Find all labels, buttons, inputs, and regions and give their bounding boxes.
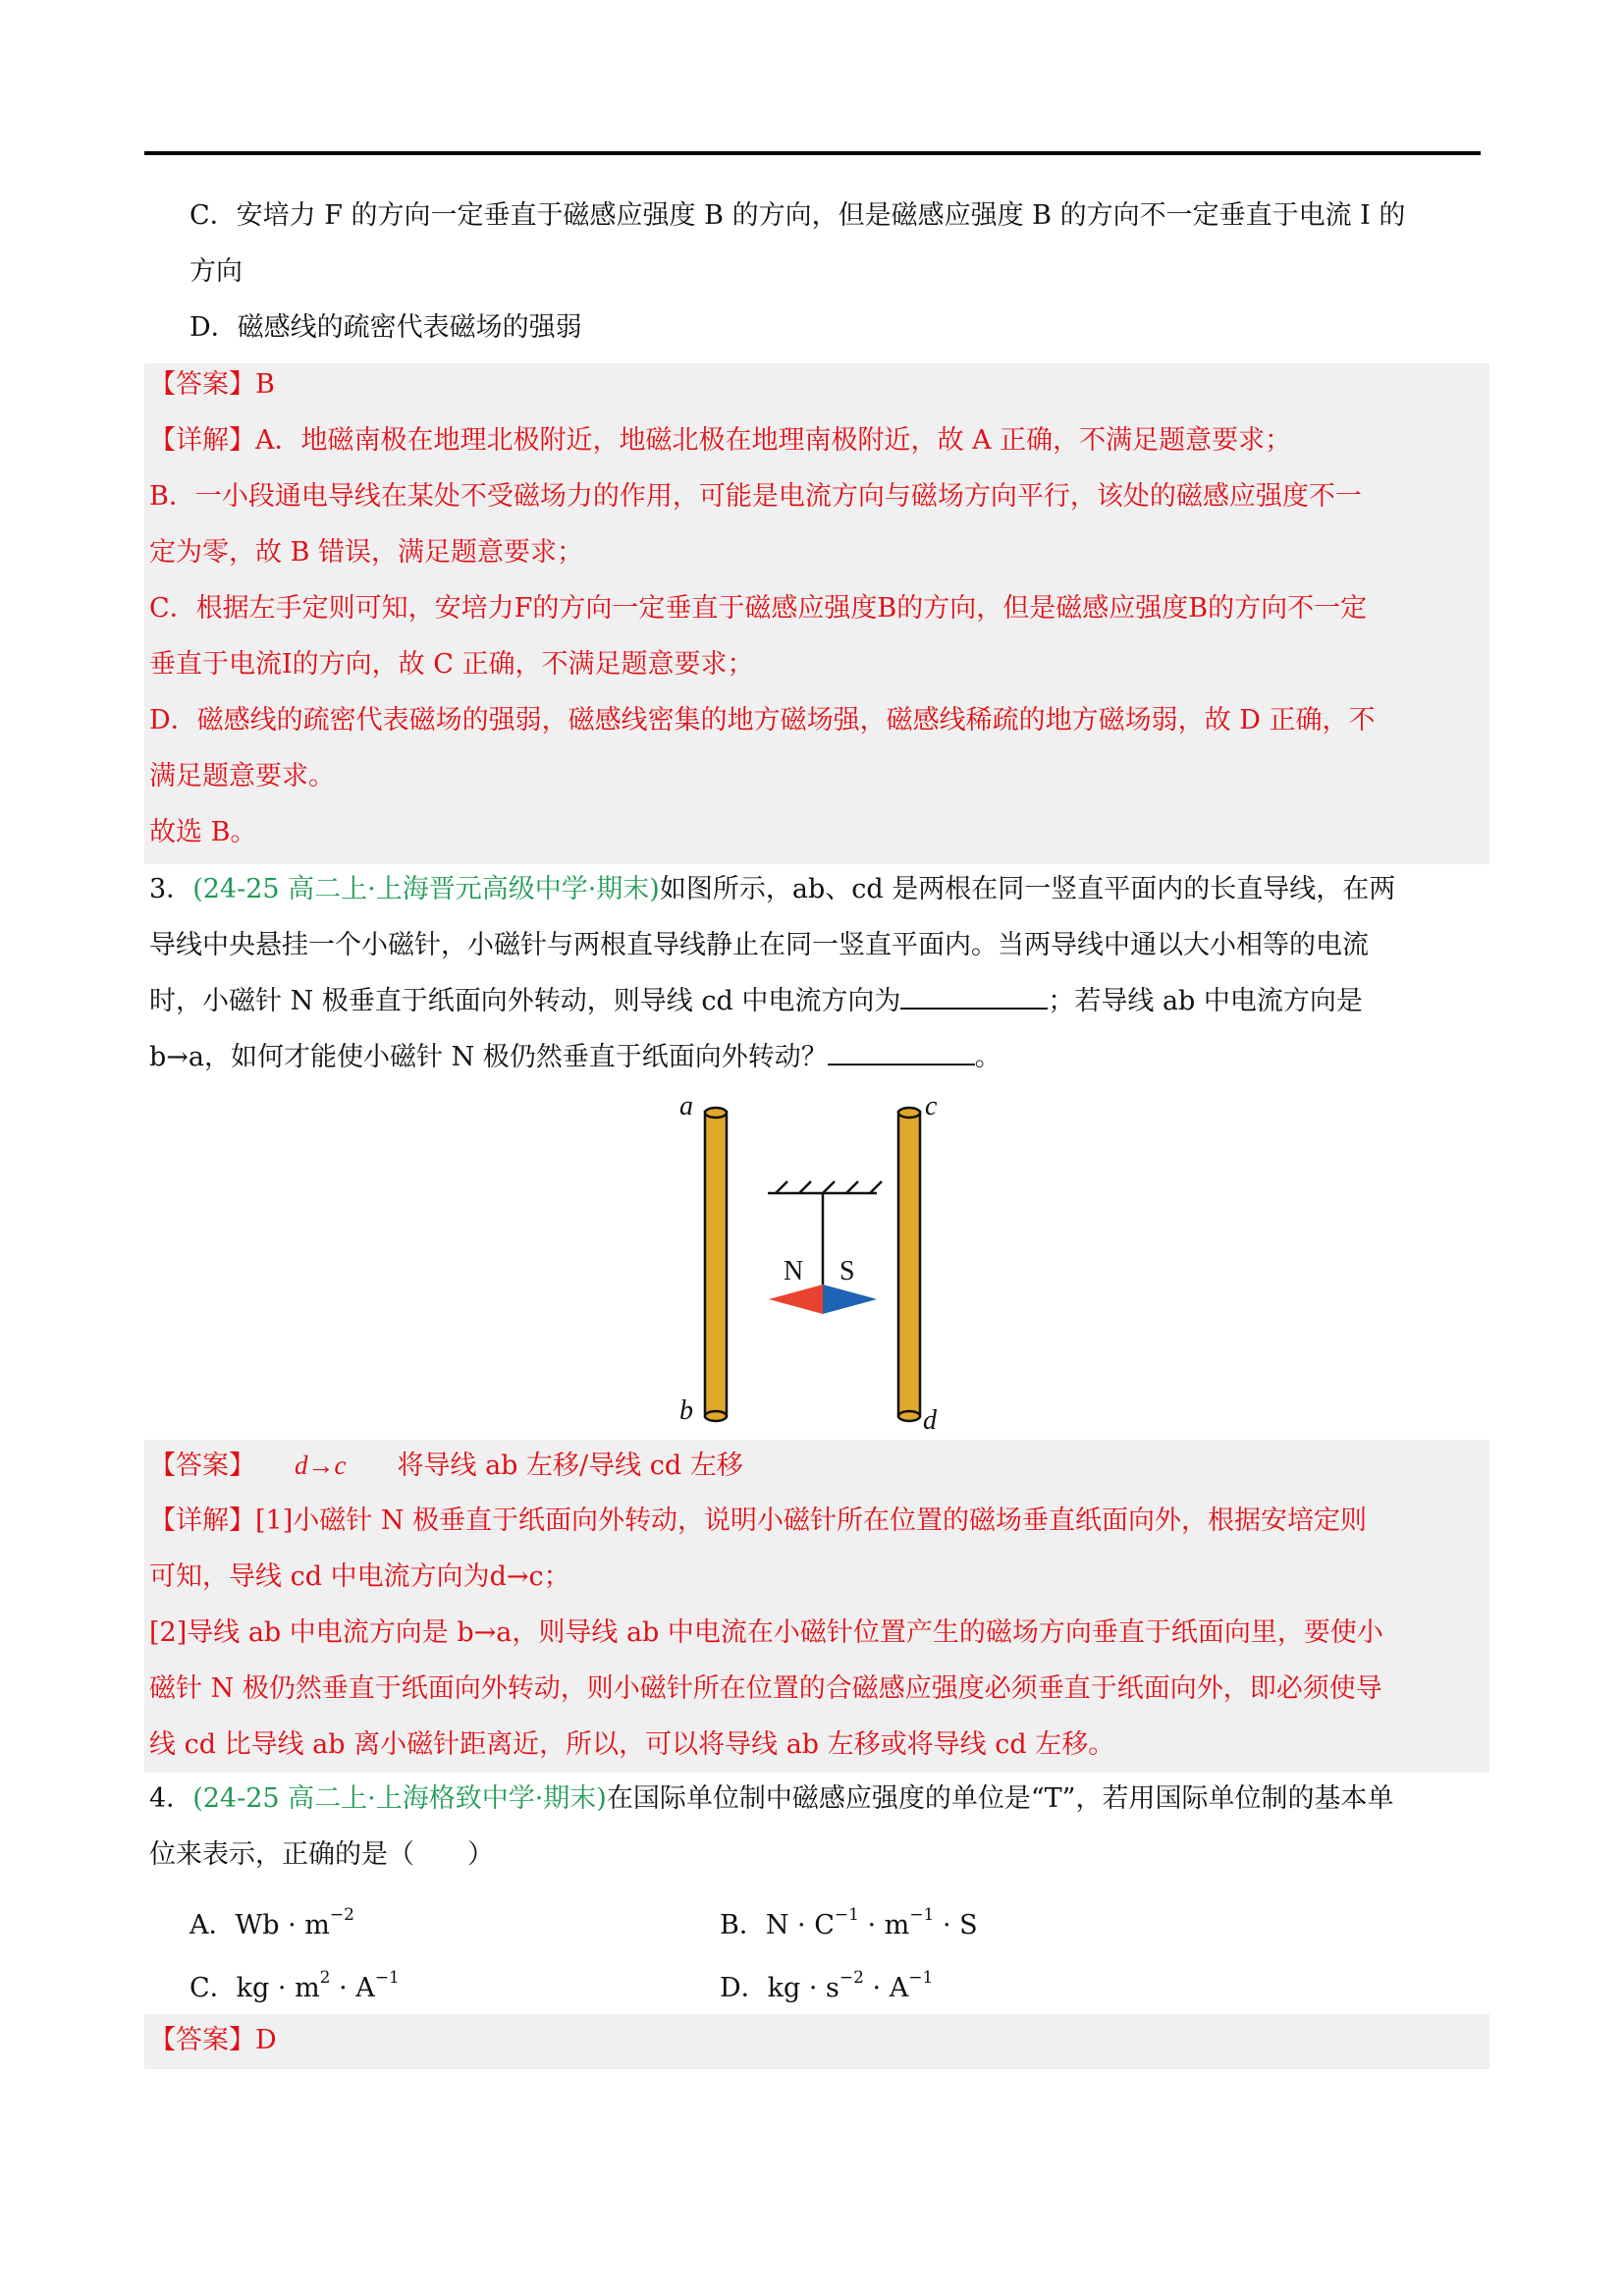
q4-option-a[interactable] (189, 1899, 354, 1945)
q4-stem-line: 位来表示，正确的是（ ） (149, 1839, 494, 1870)
answer-label: 【答案】 (149, 1450, 255, 1481)
option-label: D． (720, 1973, 768, 2003)
q2-detail-line (149, 421, 1291, 461)
q2-option-c-line2: 方向 (189, 256, 243, 287)
wire-ab (705, 1108, 727, 1421)
unit-text: kg · m (236, 1973, 320, 2003)
unit-exponent: −1 (908, 1968, 934, 1988)
q3-stem-line (149, 982, 1363, 1021)
label-c: c (925, 1091, 938, 1121)
label-b: b (679, 1395, 693, 1426)
detail-label: 【详解】 (149, 1505, 255, 1536)
unit-text: kg · s (767, 1973, 839, 2003)
needle-north (769, 1285, 823, 1314)
answer-value: B (255, 369, 275, 400)
label-a: a (679, 1091, 693, 1121)
q4-stem-line (149, 1779, 1393, 1819)
unit-exponent: 2 (319, 1968, 331, 1988)
ceiling-support (768, 1181, 882, 1193)
wires-compass-figure (677, 1080, 962, 1434)
question-source: (24-25 高二上·上海格致中学·期末) (192, 1783, 607, 1814)
q4-option-c[interactable] (189, 1962, 400, 2008)
stem-text: ；若导线 ab 中电流方向是 (1048, 986, 1363, 1016)
unit-exponent: −1 (834, 1905, 859, 1925)
q2-detail-line: 垂直于电流I的方向，故 C 正确，不满足题意要求； (149, 649, 754, 680)
question-source: (24-25 高二上·上海晋元高级中学·期末) (192, 874, 660, 904)
q3-detail-line: [2]导线 ab 中电流方向是 b→a，则导线 ab 中电流在小磁针位置产生的磁场方向垂直于纸面向里，要使小 (149, 1617, 1383, 1648)
wire-cd (898, 1108, 920, 1421)
q4-answer-box (144, 2014, 1489, 2069)
answer-label: 【答案】 (149, 369, 255, 400)
answer-blank-2-value: 将导线 ab 左移/导线 cd 左移 (397, 1450, 743, 1481)
unit-exponent: −1 (909, 1905, 935, 1925)
q2-detail-line: C．根据左手定则可知，安培力F的方向一定垂直于磁感应强度B的方向，但是磁感应强度B的方向不一定 (149, 593, 1368, 624)
q2-detail-line: 定为零，故 B 错误，满足题意要求； (149, 537, 584, 568)
q2-detail-line: 故选 B。 (149, 817, 257, 847)
stem-text: 。 (974, 1042, 1001, 1072)
question-number: 4． (149, 1783, 193, 1814)
q4-option-d[interactable] (720, 1962, 933, 2008)
q3-stem-line (149, 870, 1395, 909)
detail-text: A．地磁南极在地理北极附近，地磁北极在地理南极附近，故 A 正确，不满足题意要求； (255, 425, 1292, 456)
unit-text: · A (863, 1973, 909, 2003)
q3-detail-line: 线 cd 比导线 ab 离小磁针距离近，所以，可以将导线 ab 左移或将导线 cd 左移。 (149, 1729, 1115, 1760)
q3-stem-line: 导线中央悬挂一个小磁针，小磁针与两根直导线静止在同一竖直平面内。当两导线中通以大小相等的电流 (149, 930, 1369, 960)
label-south: S (839, 1256, 855, 1286)
option-label: B． (720, 1910, 766, 1941)
q3-detail-line: 可知，导线 cd 中电流方向为d→c； (149, 1561, 570, 1592)
q2-option-d: D．磁感线的疏密代表磁场的强弱 (189, 312, 582, 343)
q2-answer (149, 365, 275, 405)
stem-text: 在国际单位制中磁感应强度的单位是“T”，若用国际单位制的基本单 (606, 1783, 1394, 1814)
needle-south (823, 1285, 877, 1314)
q3-detail-line: 磁针 N 极仍然垂直于纸面向外转动，则小磁针所在位置的合磁感应强度必须垂直于纸面向外，即必须使导 (149, 1673, 1382, 1704)
stem-text: b→a，如何才能使小磁针 N 极仍然垂直于纸面向外转动？ (149, 1042, 828, 1072)
stem-text: 如图所示，ab、cd 是两根在同一竖直平面内的长直导线，在两 (659, 874, 1396, 904)
q4-option-b[interactable] (720, 1899, 978, 1945)
option-label: A． (189, 1910, 236, 1941)
answer-blank-1-value: d→c (295, 1450, 347, 1480)
q4-answer (149, 2021, 277, 2060)
answer-blank-2[interactable] (828, 1038, 975, 1066)
q3-stem-line (149, 1038, 1001, 1077)
header-rule (144, 151, 1481, 155)
stem-text: 时，小磁针 N 极垂直于纸面向外转动，则导线 cd 中电流方向为 (149, 986, 901, 1016)
q2-detail-line: D．磁感线的疏密代表磁场的强弱，磁感线密集的地方磁场强，磁感线稀疏的地方磁场弱，故 D 正确，不 (149, 705, 1376, 736)
unit-text: · S (934, 1910, 978, 1941)
label-north: N (784, 1256, 804, 1286)
q3-answer-box (144, 1440, 1489, 1773)
unit-exponent: −1 (374, 1968, 400, 1988)
q3-answer (149, 1446, 743, 1486)
unit-text: · A (330, 1973, 375, 2003)
unit-text: Wb · m (235, 1910, 330, 1941)
answer-blank-1[interactable] (900, 982, 1048, 1010)
q2-detail-line: B．一小段通电导线在某处不受磁场力的作用，可能是电流方向与磁场方向平行，该处的磁感应强度不一 (149, 481, 1362, 512)
option-label: C． (189, 1973, 237, 2003)
unit-text: N · C (765, 1910, 835, 1941)
answer-label: 【答案】 (149, 2025, 255, 2055)
answer-value: D (255, 2025, 277, 2055)
q3-detail-line (149, 1502, 1367, 1541)
detail-label: 【详解】 (149, 425, 255, 456)
unit-exponent: −2 (329, 1905, 354, 1925)
question-number: 3． (149, 874, 193, 904)
detail-text: [1]小磁针 N 极垂直于纸面向外转动，说明小磁针所在位置的磁场垂直纸面向外，根据安培定则 (255, 1505, 1368, 1536)
unit-text: · m (858, 1910, 910, 1941)
q2-option-c-line1: C．安培力 F 的方向一定垂直于磁感应强度 B 的方向，但是磁感应强度 B 的方向不一定垂直于电流 I 的 (189, 200, 1406, 231)
label-d: d (923, 1405, 937, 1434)
q2-detail-line: 满足题意要求。 (149, 761, 335, 792)
unit-exponent: −2 (839, 1968, 864, 1988)
